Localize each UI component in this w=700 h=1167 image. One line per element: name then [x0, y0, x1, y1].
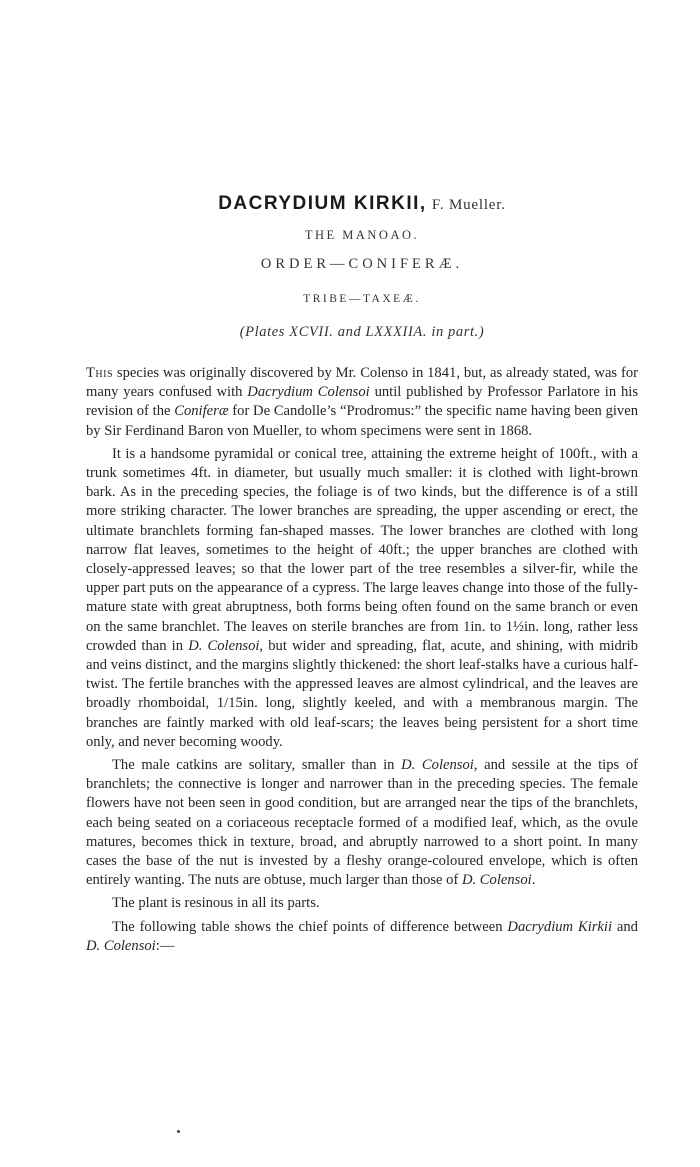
text-segment: , but wider and spreading, flat, acute, and shining, with midrib and veins distinct, and the margins slightly thickened: the short leaf-stalks have a curious half-twist. The fertile branches with the appressed leaves are almost cylindrical, and the leaves are broadly rhomboidal, 1/15in. long, slightly keeled, and with a membranous margin. The branches are faintly marked with old leaf-scars; the leaves being persistent for a short time only, and never becoming woody. — [86, 637, 639, 750]
italic-text: D. Colensoi — [401, 757, 474, 774]
paragraph — [86, 445, 638, 752]
text-segment: until published by Professor Parlatore in his revision of the — [86, 384, 639, 420]
document-page — [86, 0, 638, 1167]
common-name: THE MANOAO. — [304, 228, 420, 242]
paragraph — [86, 756, 638, 890]
text-segment: . — [531, 872, 536, 889]
paragraph — [86, 894, 638, 913]
text-segment: The plant is resinous in all its parts. — [112, 895, 320, 912]
italic-text: D. Colensoi — [86, 937, 156, 954]
text-segment: It is a handsome pyramidal or conical tree, attaining the extreme height of 100ft., with a trunk sometimes 4ft. in diameter, but usually much smaller: it is clothed with light-brown bark. As in the preceding species, the foliage is of two kinds, but the difference is of a still more striking character. The lower branches are spreading, the upper ascending or erect, the ultimate branchlets forming fan-shaped masses. The lower branches are clothed with long narrow flat leaves, sometimes to the height of 40ft.; the upper branches are clothed with closely-appressed leaves; so that the lower part of the tree resembles a silver-fir, while the upper part puts on the appearance of a cypress. The large leaves change into those of the fully-mature state with great abruptness, both forms being often found on the same branch or even on the same branchlet. The leaves on sterile branches are from 1in. to 1½in. long, rather less crowded than in — [86, 445, 638, 654]
text-segment: and — [612, 918, 638, 935]
plates-reference: (Plates XCVII. and LXXXIIA. in part.) — [239, 324, 485, 340]
page-mark — [177, 1130, 180, 1133]
body-text — [86, 364, 638, 960]
paragraph-lead-word: This — [86, 365, 114, 381]
italic-text: Dacrydium Colensoi — [247, 384, 370, 401]
text-segment: :— — [155, 937, 175, 954]
text-segment: The following table shows the chief points of difference between — [112, 918, 508, 935]
paragraph — [86, 364, 638, 441]
italic-text: Dacrydium Kirkii — [507, 918, 613, 935]
authority: F. Mueller. — [431, 197, 506, 213]
text-segment: for De Candolle’s “Prodromus:” the specific name having been given by Sir Ferdinand Baron von Mueller, to whom specimens were sent in 1868. — [86, 403, 638, 439]
text-segment: species was originally discovered by Mr. Colenso in 1841, but, as already stated, was for many years confused with — [86, 365, 638, 401]
text-segment: The male catkins are solitary, smaller than in — [112, 757, 402, 774]
tribe-line: TRIBE—TAXEÆ. — [303, 293, 421, 305]
species-title — [86, 193, 638, 215]
text-segment: , and sessile at the tips of branchlets; the connective is longer and narrower than in the preceding species. The female flowers have not been seen in good condition, but are arranged near the tips of the branchlets, each being seated on a coriaceous receptacle formed of a modified leaf, which, as the ovule matures, becomes thick in texture, broad, and abruptly narrowed to a short point. In many cases the base of the nut is invested by a fleshy orange-coloured envelope, which is often entirely wanting. The nuts are obtuse, much larger than those of — [86, 757, 638, 889]
order-line: ORDER—CONIFERÆ. — [260, 256, 464, 272]
scientific-name: DACRYDIUM KIRKII, — [218, 193, 427, 214]
italic-text: Coniferæ — [174, 403, 229, 420]
italic-text: D. Colensoi — [461, 872, 532, 889]
italic-text: D. Colensoi — [188, 637, 260, 654]
paragraph — [86, 918, 638, 956]
